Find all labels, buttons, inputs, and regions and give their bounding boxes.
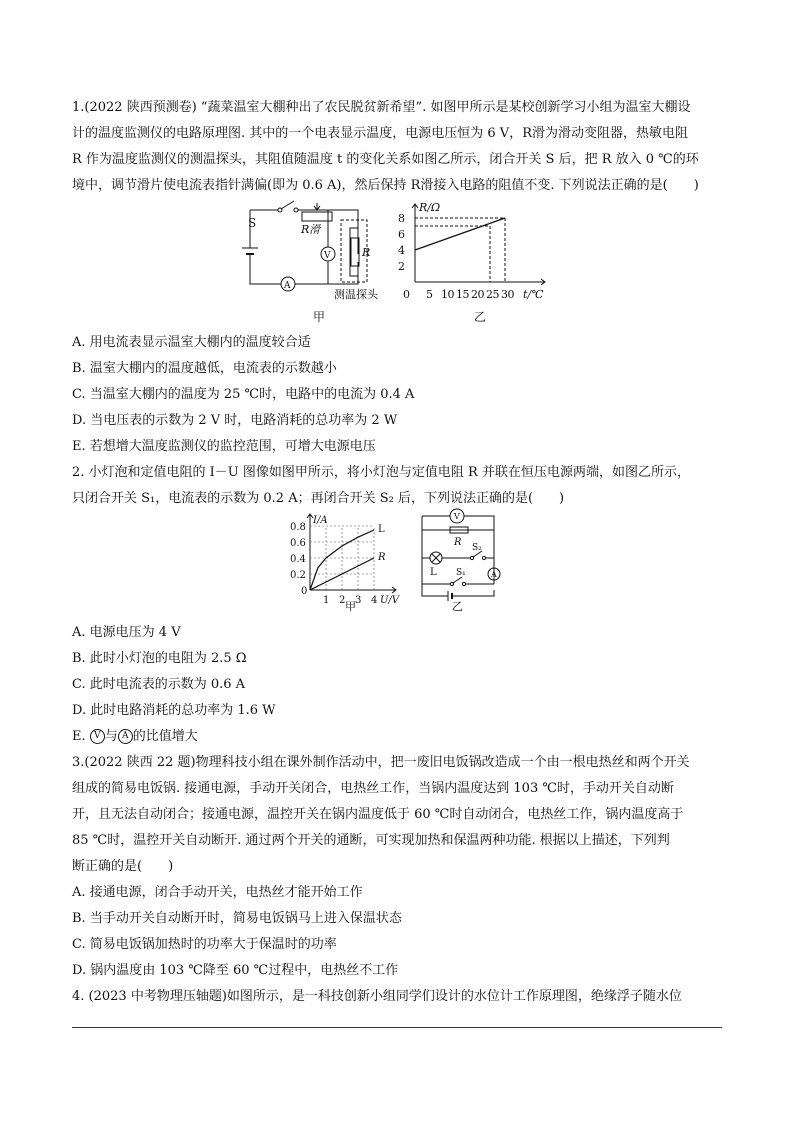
q1-guide-7: [415, 226, 490, 282]
q2-label-R: R: [454, 537, 462, 548]
q1-line-3: R 作为温度监测仪的测温探头，其阻值随温度 t 的变化关系如图乙所示，闭合开关 S 后，把 R 放入 0 ℃的环: [72, 152, 699, 167]
q3-option-b: B. 当手动开关自动断开时，简易电饭锅马上进入保温状态: [72, 911, 402, 926]
q3-option-d: D. 锅内温度由 103 ℃降至 60 ℃过程中，电热丝不工作: [72, 963, 399, 978]
q2-option-c: C. 此时电流表的示数为 0.6 A: [72, 677, 246, 692]
q2-line-1: 2. 小灯泡和定值电阻的 I－U 图像如图甲所示，将小灯泡与定值电阻 R 并联在恒压电源两端，如图乙所示，: [72, 465, 690, 480]
q2-option-e: [72, 728, 198, 746]
q1-ytick-label: 8: [398, 212, 405, 225]
q3-line-1: 3.(2022 陕西 22 题)物理科技小组在课外制作活动中，把一废旧电饭锅改造成一个由一根电热丝和两个开关: [72, 755, 690, 770]
q2-caption-yi: 乙: [452, 600, 463, 613]
q2-label-L: L: [430, 567, 437, 578]
q2-option-d: D. 此时电路消耗的总功率为 1.6 W: [72, 703, 276, 718]
q2-label-S2: S₂: [472, 543, 482, 553]
q1-xtick-label: 10: [441, 288, 454, 301]
q2-ammeter-label: A: [491, 570, 497, 579]
q1-label-R: R: [362, 246, 371, 259]
q1-resistance-temperature-chart: [395, 196, 565, 304]
q2-option-e-suffix: 的比值增大: [132, 729, 198, 744]
q2-ytick-label: 0.4: [290, 554, 306, 565]
q2-chart-xlabel: U/V: [380, 595, 400, 606]
q2-series-label-R: R: [378, 552, 386, 563]
q1-ytick-label: 2: [398, 260, 405, 273]
q2-xtick-label: 3: [355, 595, 362, 606]
q2-xtick-label: 1: [323, 595, 330, 606]
q2-caption-jia: 甲: [345, 600, 356, 613]
q1-line-1: 1.(2022 陕西预测卷) “蔬菜温室大棚种出了农民脱贫新希望”. 如图甲所示是某校创新学习小组为温室大棚设: [72, 100, 691, 115]
q1-option-d: D. 当电压表的示数为 2 V 时，电路消耗的总功率为 2 W: [72, 413, 398, 428]
q3-line-4: 85 ℃时，温控开关自动断开. 通过两个开关的通断，可实现加热和保温两种功能. 根据以上描述，下列判: [72, 833, 670, 848]
q1-voltmeter-label: V: [324, 251, 331, 261]
q1-caption-yi: 乙: [474, 310, 487, 324]
q1-xtick-label: 5: [426, 288, 433, 301]
q1-option-e: E. 若想增大温度监测仪的监控范围，可增大电源电压: [72, 439, 376, 454]
q2-xtick-label: 2: [339, 595, 346, 606]
q1-xtick-label: 30: [501, 288, 514, 301]
q2-circuit-diagram: [412, 508, 516, 610]
q3-option-c: C. 简易电饭锅加热时的功率大于保温时的功率: [72, 937, 337, 952]
q1-ytick-label: 6: [398, 228, 405, 241]
q1-chart-xlabel: t/℃: [523, 288, 544, 301]
q2-option-e-prefix: E.: [72, 729, 90, 744]
q1-xtick-label: 20: [471, 288, 484, 301]
q2-option-e-mid: 与: [104, 729, 118, 744]
q1-guide-8: [415, 218, 505, 282]
q1-xtick-label: 25: [486, 288, 499, 301]
q2-series-label-L: L: [378, 524, 385, 535]
q3-line-2: 组成的简易电饭锅. 接通电源，手动开关闭合，电热丝工作，当锅内温度达到 103 ℃时，手动开关自动断: [72, 781, 674, 796]
q1-caption-jia: 甲: [313, 310, 326, 324]
q3-line-5: 断正确的是( ): [72, 859, 174, 874]
q1-circuit-diagram: [238, 198, 398, 304]
q3-option-a: A. 接通电源，闭合手动开关，电热丝才能开始工作: [72, 885, 363, 900]
q1-line-2: 计的温度监测仪的电路原理图. 其中的一个电表显示温度，电源电压恒为 6 V，R滑为滑动变阻器，热敏电阻: [72, 126, 688, 141]
q2-option-a: A. 电源电压为 4 V: [72, 625, 181, 640]
ammeter-circle-icon: A: [118, 729, 133, 744]
q2-ytick-label: 0: [301, 586, 308, 597]
q1-chart-ylabel: R/Ω: [419, 201, 441, 214]
q2-voltmeter-label: V: [454, 512, 460, 521]
q2-line-2: 只闭合开关 S₁，电流表的示数为 0.2 A；再闭合开关 S₂ 后，下列说法正确的是( ): [72, 491, 565, 506]
q3-line-3: 开，且无法自动闭合；接通电源，温控开关在锅内温度低于 60 ℃时自动闭合，电热丝工作，锅内温度高于: [72, 807, 684, 822]
q4-line-1: 4. (2023 中考物理压轴题)如图所示，是一科技创新小组同学们设计的水位计工作原理图，绝缘浮子随水位: [72, 989, 682, 1004]
q1-data-line: [415, 218, 505, 250]
q2-label-S1: S₁: [456, 568, 466, 578]
voltmeter-circle-icon: V: [90, 729, 105, 744]
q2-chart-ylabel: I/A: [313, 515, 328, 526]
q1-label-R-slide: R滑: [301, 223, 321, 236]
q1-probe-label: 测温探头: [334, 288, 378, 301]
q2-ytick-label: 0.2: [290, 570, 306, 581]
q1-ytick-label: 4: [398, 244, 405, 257]
q2-option-b: B. 此时小灯泡的电阻为 2.5 Ω: [72, 651, 247, 666]
q1-option-a: A. 用电流表显示温室大棚内的温度较合适: [72, 335, 311, 350]
q2-ytick-label: 0.6: [290, 538, 306, 549]
q1-xtick-label: 15: [456, 288, 469, 301]
q1-label-S: S: [248, 216, 257, 230]
q2-current-voltage-chart: [286, 508, 410, 610]
q1-line-4: 境中，调节滑片使电流表指针满偏(即为 0.6 A)，然后保持 R滑接入电路的阻值不变. 下列说法正确的是( ): [72, 178, 699, 193]
page-footer-rule: [72, 1027, 722, 1028]
q1-option-b: B. 温室大棚内的温度越低，电流表的示数越小: [72, 361, 337, 376]
q2-ytick-label: 0.8: [290, 522, 306, 533]
q1-ammeter-label: A: [284, 281, 291, 291]
q2-xtick-label: 4: [371, 595, 378, 606]
q1-xtick-label: 0: [403, 288, 410, 301]
q1-option-c: C. 当温室大棚内的温度为 25 ℃时，电路中的电流为 0.4 A: [72, 387, 415, 402]
